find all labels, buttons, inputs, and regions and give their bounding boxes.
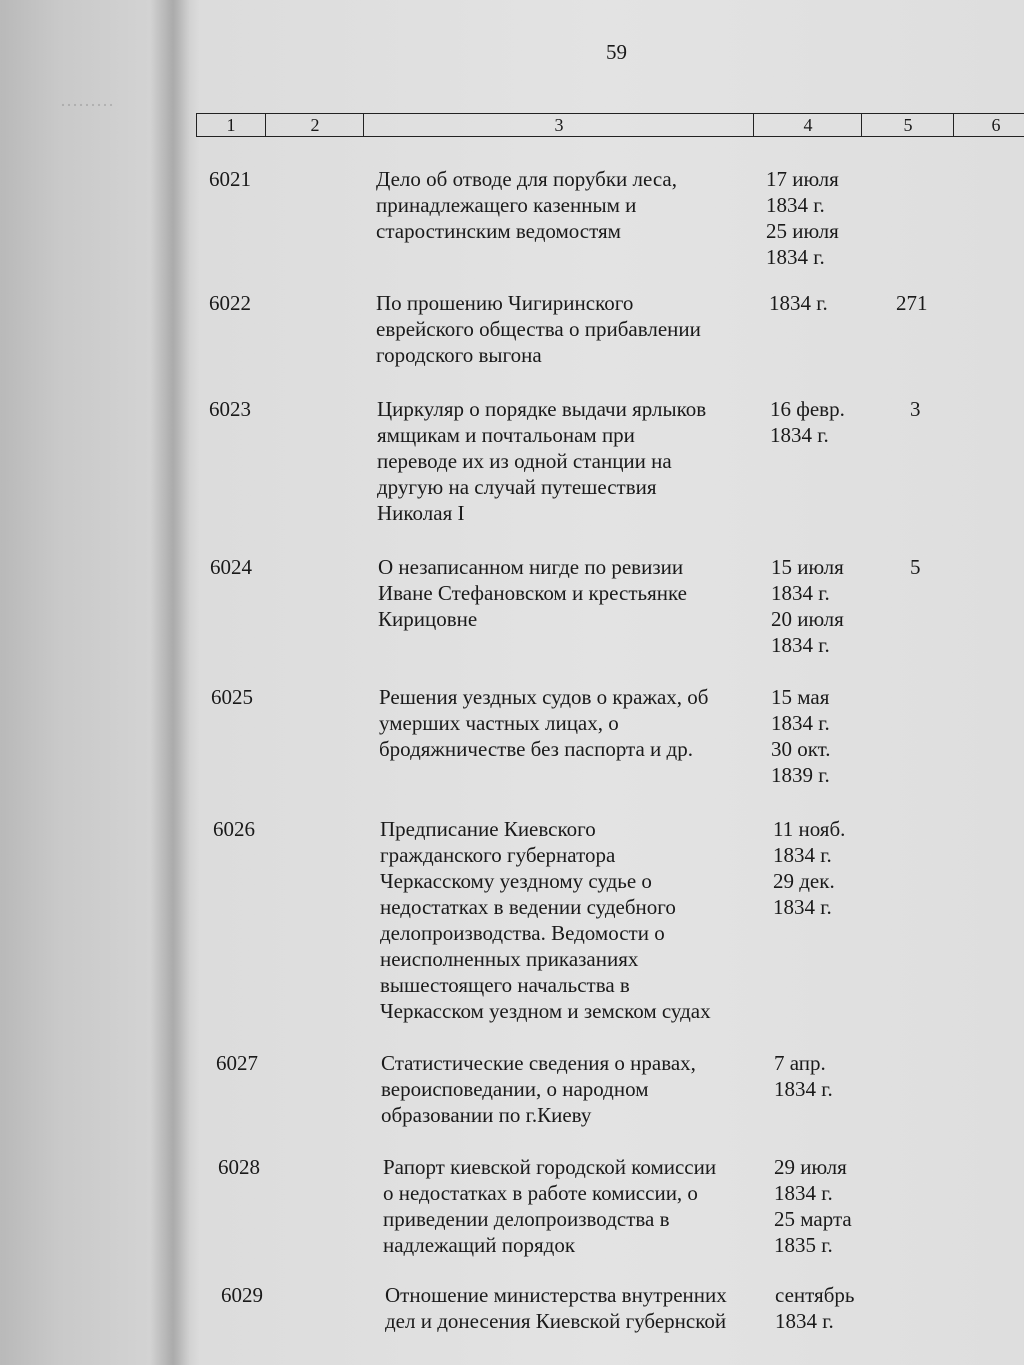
entry-dates — [766, 166, 876, 270]
entry-date-line: 11 нояб. — [773, 817, 846, 841]
entry-date-line: сентябрь — [775, 1283, 855, 1307]
entry-date-line: 1834 г. — [773, 843, 832, 867]
entry-number: 6027 — [216, 1051, 258, 1075]
entry-date-line: 1834 г. — [771, 711, 830, 735]
entry-title-line: делопроизводства. Ведомости о — [380, 921, 665, 945]
entry-title-line: другую на случай путешествия — [377, 475, 657, 499]
entry-number: 6021 — [209, 167, 251, 191]
page-number: 59 — [606, 40, 627, 64]
entry-date-line: 15 мая — [771, 685, 830, 709]
entry-number: 6029 — [221, 1283, 263, 1307]
entry-title-line: Статистические сведения о нравах, — [381, 1051, 696, 1075]
entry-dates — [769, 290, 879, 316]
entry-title-line: бродяжничестве без паспорта и др. — [379, 737, 693, 761]
entry-date-line: 1834 г. — [769, 291, 828, 315]
entry-title-line: Циркуляр о порядке выдачи ярлыков — [377, 397, 707, 421]
entry-number: 6028 — [218, 1155, 260, 1179]
entry-title-line: умерших частных лицах, о — [379, 711, 619, 735]
header-col-5: 5 — [861, 114, 954, 136]
entry-number: 6025 — [211, 685, 253, 709]
facing-page-bleed-through: ········· — [60, 95, 114, 115]
entry-title-line: приведении делопроизводства в — [383, 1207, 670, 1231]
entry-dates — [771, 684, 881, 788]
entry-sheet-count: 3 — [910, 397, 921, 421]
entry-title-line: переводе их из одной станции на — [377, 449, 672, 473]
entry-title — [376, 290, 766, 368]
entry-title-line: О незаписанном нигде по ревизии — [378, 555, 684, 579]
entry-number: 6023 — [209, 397, 251, 421]
entry-number: 6024 — [210, 555, 252, 579]
entry-title-line: По прошению Чигиринского — [376, 291, 634, 315]
entry-title-line: Рапорт киевской городской комиссии — [383, 1155, 717, 1179]
entry-title-line: еврейского общества о прибавлении — [376, 317, 701, 341]
entry-date-line: 1834 г. — [771, 633, 830, 657]
entry-date-line: 20 июля — [771, 607, 844, 631]
entry-title-line: Иване Стефановском и крестьянке — [378, 581, 687, 605]
entry-dates — [774, 1050, 884, 1102]
entry-dates — [771, 554, 881, 658]
entry-title-line: образовании по г.Киеву — [381, 1103, 592, 1127]
entry-date-line: 30 окт. — [771, 737, 831, 761]
entry-dates — [775, 1282, 885, 1334]
entry-title-line: Решения уездных судов о кражах, об — [379, 685, 709, 709]
entry-sheet-count: 5 — [910, 555, 921, 579]
entry-date-line: 17 июля — [766, 167, 839, 191]
entry-date-line: 1834 г. — [773, 895, 832, 919]
entry-title-line: гражданского губернатора — [380, 843, 616, 867]
entry-title-line: принадлежащего казенным и — [376, 193, 637, 217]
table-header-row — [196, 113, 1024, 137]
entry-date-line: 1834 г. — [774, 1077, 833, 1101]
entry-title — [378, 554, 768, 632]
entry-title-line: надлежащий порядок — [383, 1233, 576, 1257]
entry-sheet-count: 271 — [896, 291, 928, 315]
entry-title-line: Черкасскому уездному судье о — [380, 869, 652, 893]
header-col-6: 6 — [953, 114, 1024, 136]
header-col-2: 2 — [265, 114, 364, 136]
entry-title-line: неисполненных приказаниях — [380, 947, 639, 971]
entry-title-line: Дело об отводе для порубки леса, — [376, 167, 677, 191]
entry-date-line: 1835 г. — [774, 1233, 833, 1257]
entry-title — [379, 684, 769, 762]
entry-date-line: 7 апр. — [774, 1051, 826, 1075]
entry-date-line: 29 июля — [774, 1155, 847, 1179]
entry-title-line: старостинским ведомостям — [376, 219, 621, 243]
entry-date-line: 16 февр. — [770, 397, 845, 421]
entry-date-line: 1834 г. — [775, 1309, 834, 1333]
entry-title-line: вероисповедании, о народном — [381, 1077, 649, 1101]
entry-title — [383, 1154, 773, 1258]
header-col-1: 1 — [226, 115, 236, 135]
entry-title-line: ямщикам и почтальонам при — [377, 423, 635, 447]
entry-date-line: 1834 г. — [774, 1181, 833, 1205]
header-col-4: 4 — [753, 114, 862, 136]
entry-date-line: 25 марта — [774, 1207, 852, 1231]
entry-title-line: недостатках в ведении судебного — [380, 895, 676, 919]
entry-date-line: 1834 г. — [766, 193, 825, 217]
entry-title — [376, 166, 766, 244]
entry-date-line: 1834 г. — [766, 245, 825, 269]
entry-dates — [770, 396, 880, 448]
entry-title-line: Николая I — [377, 501, 465, 525]
entry-date-line: 25 июля — [766, 219, 839, 243]
entry-title — [377, 396, 767, 526]
entry-title-line: Черкасском уездном и земском судах — [380, 999, 711, 1023]
entry-title — [385, 1282, 775, 1334]
entry-number: 6026 — [213, 817, 255, 841]
entry-date-line: 15 июля — [771, 555, 844, 579]
entry-date-line: 1834 г. — [770, 423, 829, 447]
entry-title-line: городского выгона — [376, 343, 542, 367]
entry-title-line: вышестоящего начальства в — [380, 973, 630, 997]
entry-title-line: Предписание Киевского — [380, 817, 596, 841]
entry-dates — [773, 816, 883, 920]
entry-title — [380, 816, 770, 1024]
entry-title-line: Отношение министерства внутренних — [385, 1283, 727, 1307]
entry-title-line: Кирицовне — [378, 607, 478, 631]
entry-dates — [774, 1154, 884, 1258]
entry-number: 6022 — [209, 291, 251, 315]
entry-title — [381, 1050, 771, 1128]
entry-date-line: 1839 г. — [771, 763, 830, 787]
book-gutter — [150, 0, 190, 1365]
entry-title-line: дел и донесения Киевской губернской — [385, 1309, 727, 1333]
header-col-3: 3 — [363, 114, 754, 136]
entry-title-line: о недостатках в работе комиссии, о — [383, 1181, 698, 1205]
entry-date-line: 1834 г. — [771, 581, 830, 605]
entry-date-line: 29 дек. — [773, 869, 835, 893]
